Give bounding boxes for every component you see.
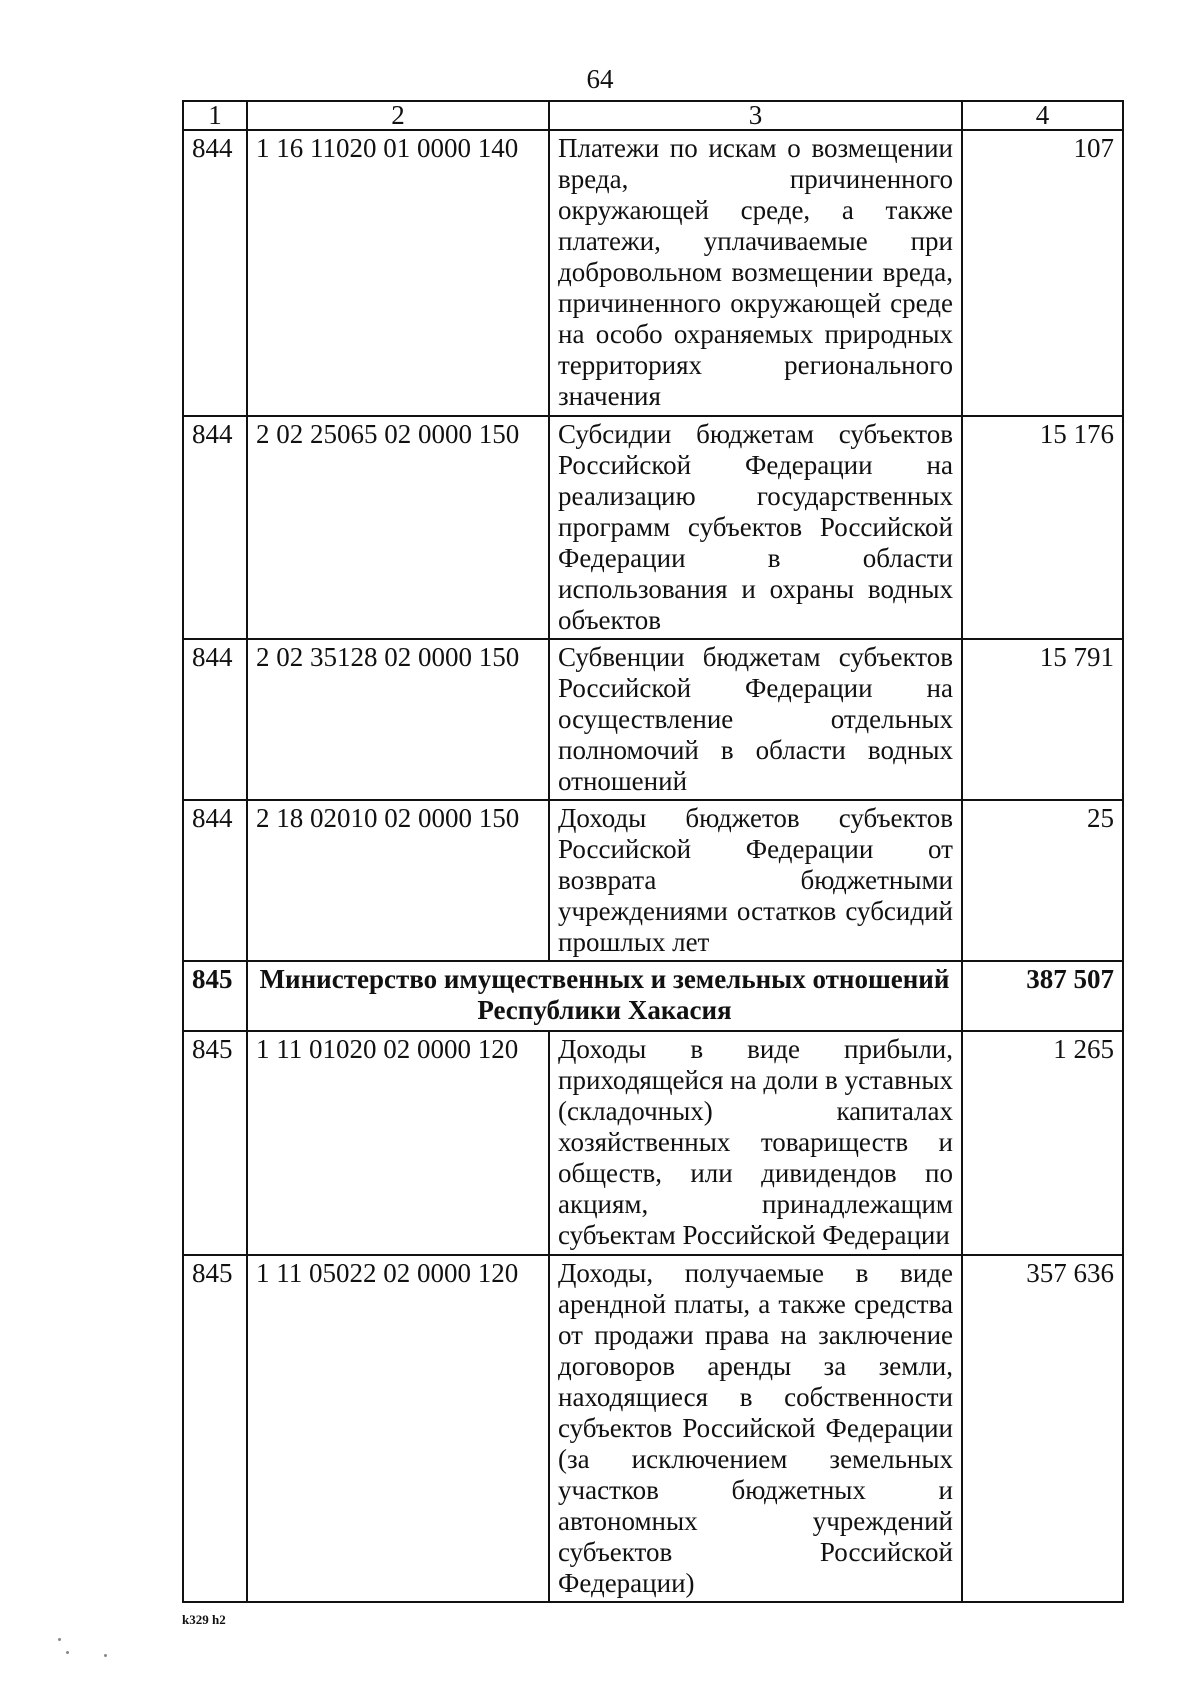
section-row	[183, 961, 1123, 1031]
amount-cell: 15 791	[962, 639, 1123, 800]
admin-code-cell: 845	[183, 1031, 247, 1255]
amount-cell: 1 265	[962, 1031, 1123, 1255]
table-row	[183, 800, 1123, 961]
description-cell: Доходы, получаемые в виде арендной платы, а также средства от продажи права на заключение договоров аренды за земли, находящиеся в собственности субъектов Российской Федерации (за исключением земельных участков бюджетных и автономных учреждений субъектов Российской Федерации)	[549, 1255, 962, 1602]
page-number: 64	[586, 64, 614, 94]
table-row	[183, 1255, 1123, 1602]
revenue-table	[182, 100, 1124, 1603]
admin-code-cell: 844	[183, 639, 247, 800]
amount-cell: 25	[962, 800, 1123, 961]
admin-code-cell: 844	[183, 416, 247, 639]
column-header-1: 1	[183, 101, 247, 130]
revenue-code-cell: 2 02 35128 02 0000 150	[247, 639, 549, 800]
column-header-3: 3	[549, 101, 962, 130]
scan-speck	[58, 1638, 61, 1641]
revenue-code-cell: 1 11 05022 02 0000 120	[247, 1255, 549, 1602]
column-header-2: 2	[247, 101, 549, 130]
table-row	[183, 639, 1123, 800]
admin-code-cell: 845	[183, 1255, 247, 1602]
description-cell: Доходы в виде прибыли, приходящейся на доли в уставных (складочных) капиталах хозяйственных товариществ и обществ, или дивидендов по акциям, принадлежащим субъектам Российской Федерации	[549, 1031, 962, 1255]
column-header-4: 4	[962, 101, 1123, 130]
table-row	[183, 130, 1123, 416]
admin-code-cell: 844	[183, 800, 247, 961]
description-cell: Доходы бюджетов субъектов Российской Федерации от возврата бюджетными учреждениями остатков субсидий прошлых лет	[549, 800, 962, 961]
footer-code: k329 h2	[182, 1612, 226, 1627]
amount-cell: 15 176	[962, 416, 1123, 639]
section-amount-cell: 387 507	[962, 961, 1123, 1031]
description-cell: Субвенции бюджетам субъектов Российской Федерации на осуществление отдельных полномочий в области водных отношений	[549, 639, 962, 800]
amount-cell: 357 636	[962, 1255, 1123, 1602]
admin-code-cell: 844	[183, 130, 247, 416]
scan-speck	[104, 1654, 107, 1657]
header-row	[183, 101, 1123, 130]
revenue-code-cell: 1 11 01020 02 0000 120	[247, 1031, 549, 1255]
amount-cell: 107	[962, 130, 1123, 416]
revenue-code-cell: 2 18 02010 02 0000 150	[247, 800, 549, 961]
revenue-code-cell: 1 16 11020 01 0000 140	[247, 130, 549, 416]
section-code-cell: 845	[183, 961, 247, 1031]
table-row	[183, 416, 1123, 639]
description-cell: Субсидии бюджетам субъектов Российской Федерации на реализацию государственных программ субъектов Российской Федерации в области использования и охраны водных объектов	[549, 416, 962, 639]
scan-speck	[66, 1651, 69, 1654]
section-name-cell: Министерство имущественных и земельных отношений Республики Хакасия	[247, 961, 962, 1031]
revenue-code-cell: 2 02 25065 02 0000 150	[247, 416, 549, 639]
description-cell: Платежи по искам о возмещении вреда, причиненного окружающей среде, а также платежи, уплачиваемые при добровольном возмещении вреда, причиненного окружающей среде на особо охраняемых природных территориях регионального значения	[549, 130, 962, 416]
table-row	[183, 1031, 1123, 1255]
